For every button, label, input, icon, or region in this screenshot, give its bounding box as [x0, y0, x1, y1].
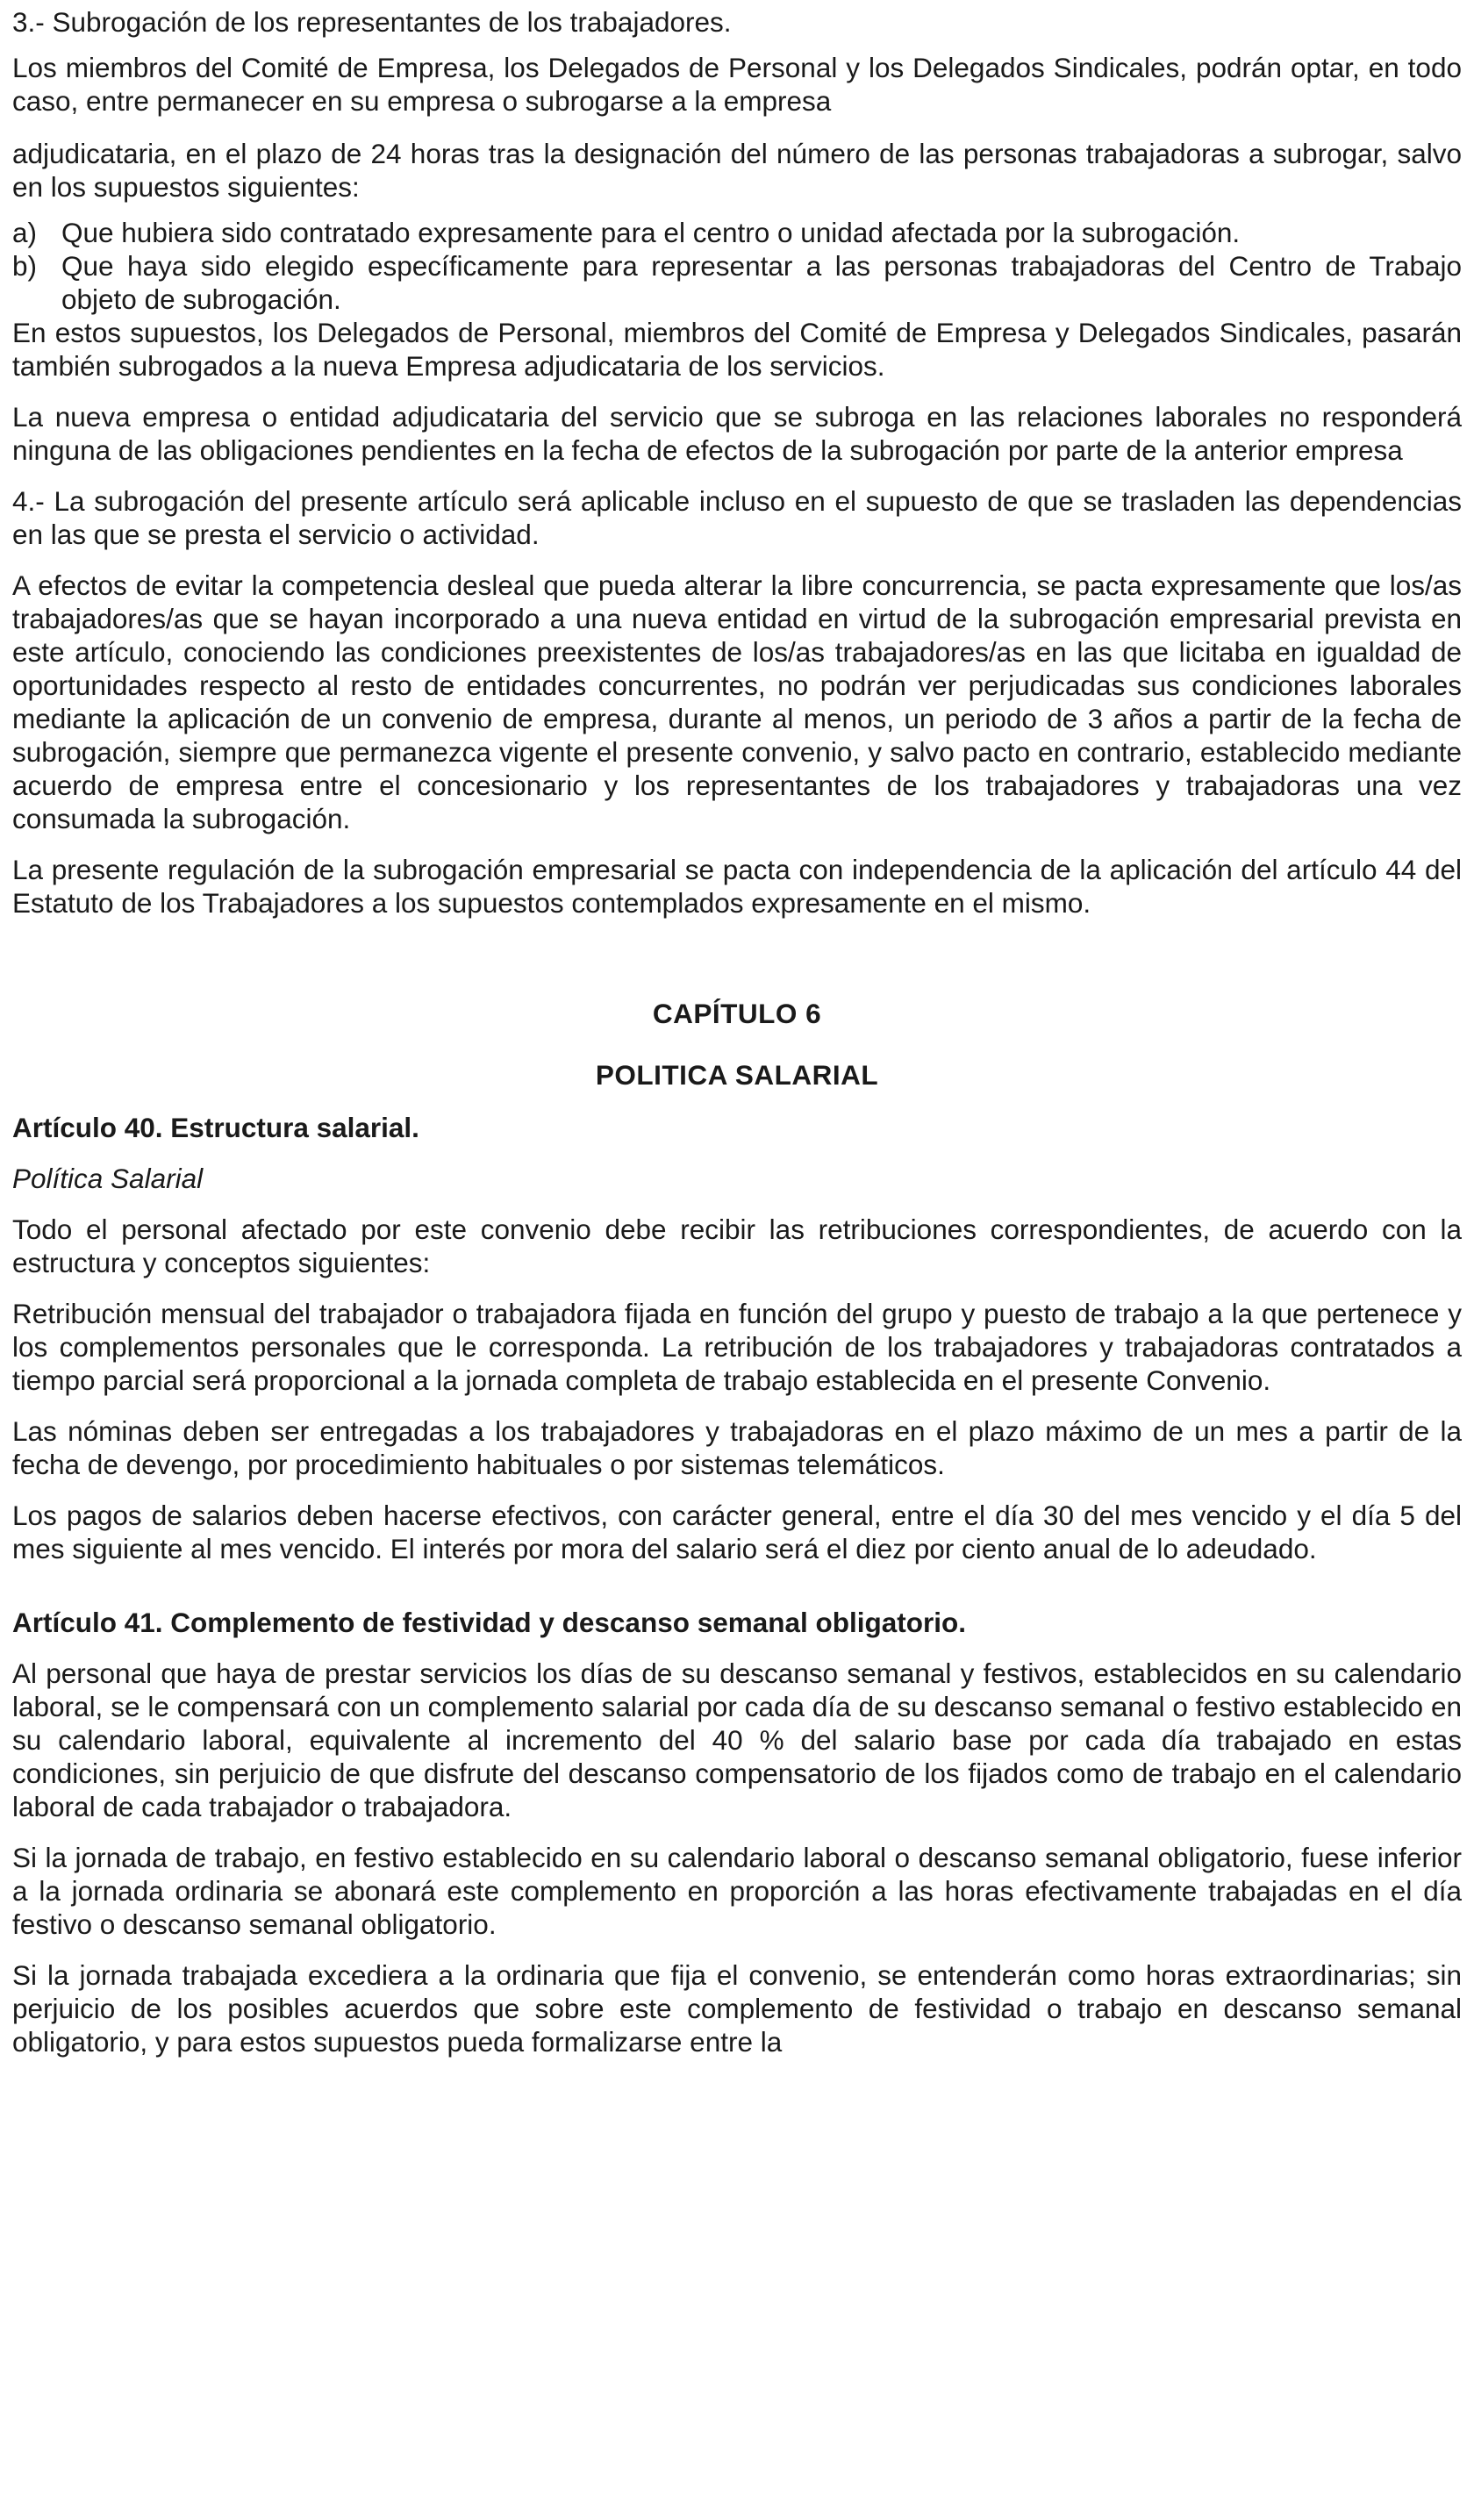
section-4-paragraph-1: 4.- La subrogación del presente artículo será aplicable incluso en el supuesto de que se trasladen las dependencias en las que se presta el servicio o actividad. — [12, 485, 1462, 550]
article-40-paragraph-1: Todo el personal afectado por este convenio debe recibir las retribuciones correspondientes, de acuerdo con la estructura y conceptos siguientes: — [12, 1213, 1462, 1278]
article-41-paragraph-1: Al personal que haya de prestar servicios los días de su descanso semanal y festivos, establecidos en su calendario laboral, se le compensará con un complemento salarial por cada día de su descanso semanal o festivo establecido en su calendario laboral, equivalente al incremento del 40 % del salario base por cada día trabajado en estas condiciones, sin perjuicio de que disfrute del descanso compensatorio de los fijados como de trabajo en el calendario laboral de cada trabajador o trabajadora. — [12, 1657, 1462, 1822]
article-40-paragraph-2: Retribución mensual del trabajador o trabajadora fijada en función del grupo y puesto de trabajo a la que pertenece y los complementos personales que le corresponda. La retribución de los trabajadores y trabajadoras contratados a tiempo parcial será proporcional a la jornada completa de trabajo establecida en el presente Convenio. — [12, 1298, 1462, 1396]
section-3-paragraph-1: Los miembros del Comité de Empresa, los Delegados de Personal y los Delegados Sindicales, podrán optar, en todo caso, entre permanecer en su empresa o subrogarse a la empresa — [12, 52, 1462, 117]
article-41-paragraph-2: Si la jornada de trabajo, en festivo establecido en su calendario laboral o descanso semanal obligatorio, fuese inferior a la jornada ordinaria se abonará este complemento en proporción a las horas efectivamente trabajadas en el día festivo o descanso semanal obligatorio. — [12, 1842, 1462, 1940]
section-3-paragraph-3: En estos supuestos, los Delegados de Personal, miembros del Comité de Empresa y Delegados Sindicales, pasarán también subrogados a la nueva Empresa adjudicataria de los servicios. — [12, 317, 1462, 382]
chapter-title: POLITICA SALARIAL — [595, 1059, 879, 1091]
section-3-heading: 3.- Subrogación de los representantes de los trabajadores. — [12, 6, 732, 38]
document-page — [12, 0, 1462, 2058]
section-3-paragraph-4: La nueva empresa o entidad adjudicataria del servicio que se subroga en las relaciones laborales no responderá ninguna de las obligaciones pendientes en la fecha de efectos de la subrogación por parte de la anterior empresa — [12, 401, 1462, 466]
article-41-heading: Artículo 41. Complemento de festividad y descanso semanal obligatorio. — [12, 1607, 967, 1638]
list-marker: a) — [12, 217, 38, 248]
article-40-paragraph-3: Las nóminas deben ser entregadas a los trabajadores y trabajadoras en el plazo máximo de un mes a partir de la fecha de devengo, por procedimiento habituales o por sistemas telemáticos. — [12, 1415, 1462, 1480]
section-4-paragraph-2: A efectos de evitar la competencia desleal que pueda alterar la libre concurrencia, se pacta expresamente que los/as trabajadores/as que se hayan incorporado a una nueva entidad en virtud de la subrogación empresarial prevista en este artículo, conociendo las condiciones preexistentes de los/as trabajadores/as en las que licitaba en igualdad de oportunidades respecto al resto de entidades concurrentes, no podrán ver perjudicadas sus condiciones laborales mediante la aplicación de un convenio de empresa, durante al menos, un periodo de 3 años a partir de la fecha de subrogación, siempre que permanezca vigente el presente convenio, y salvo pacto en contrario, establecido mediante acuerdo de empresa entre el concesionario y los representantes de los trabajadores y trabajadoras una vez consumada la subrogación. — [12, 569, 1462, 834]
list-marker: b) — [12, 250, 38, 282]
chapter-number: CAPÍTULO 6 — [652, 998, 822, 1029]
list-item-b — [12, 249, 1462, 316]
article-41-paragraph-3: Si la jornada trabajada excediera a la ordinaria que fija el convenio, se entenderán como horas extraordinarias; sin perjuicio de los posibles acuerdos que sobre este complemento de festividad o trabajo en descanso semanal obligatorio, y para estos supuestos pueda formalizarse entre la — [12, 1959, 1462, 2058]
article-40-subheading: Política Salarial — [12, 1163, 204, 1194]
section-3-paragraph-2: adjudicataria, en el plazo de 24 horas tras la designación del número de las personas trabajadoras a subrogar, salvo en los supuestos siguientes: — [12, 138, 1462, 203]
list-item-text: Que haya sido elegido específicamente para representar a las personas trabajadoras del Centro de Trabajo objeto de subrogación. — [61, 250, 1462, 315]
list-item-text: Que hubiera sido contratado expresamente para el centro o unidad afectada por la subrogación. — [61, 217, 1241, 248]
article-40-heading: Artículo 40. Estructura salarial. — [12, 1112, 419, 1143]
list-item-a — [12, 216, 1462, 249]
section-4-paragraph-3: La presente regulación de la subrogación empresarial se pacta con independencia de la aplicación del artículo 44 del Estatuto de los Trabajadores a los supuestos contemplados expresamente en el mismo. — [12, 854, 1462, 919]
article-40-paragraph-4: Los pagos de salarios deben hacerse efectivos, con carácter general, entre el día 30 del mes vencido y el día 5 del mes siguiente al mes vencido. El interés por mora del salario será el diez por ciento anual de lo adeudado. — [12, 1500, 1462, 1564]
